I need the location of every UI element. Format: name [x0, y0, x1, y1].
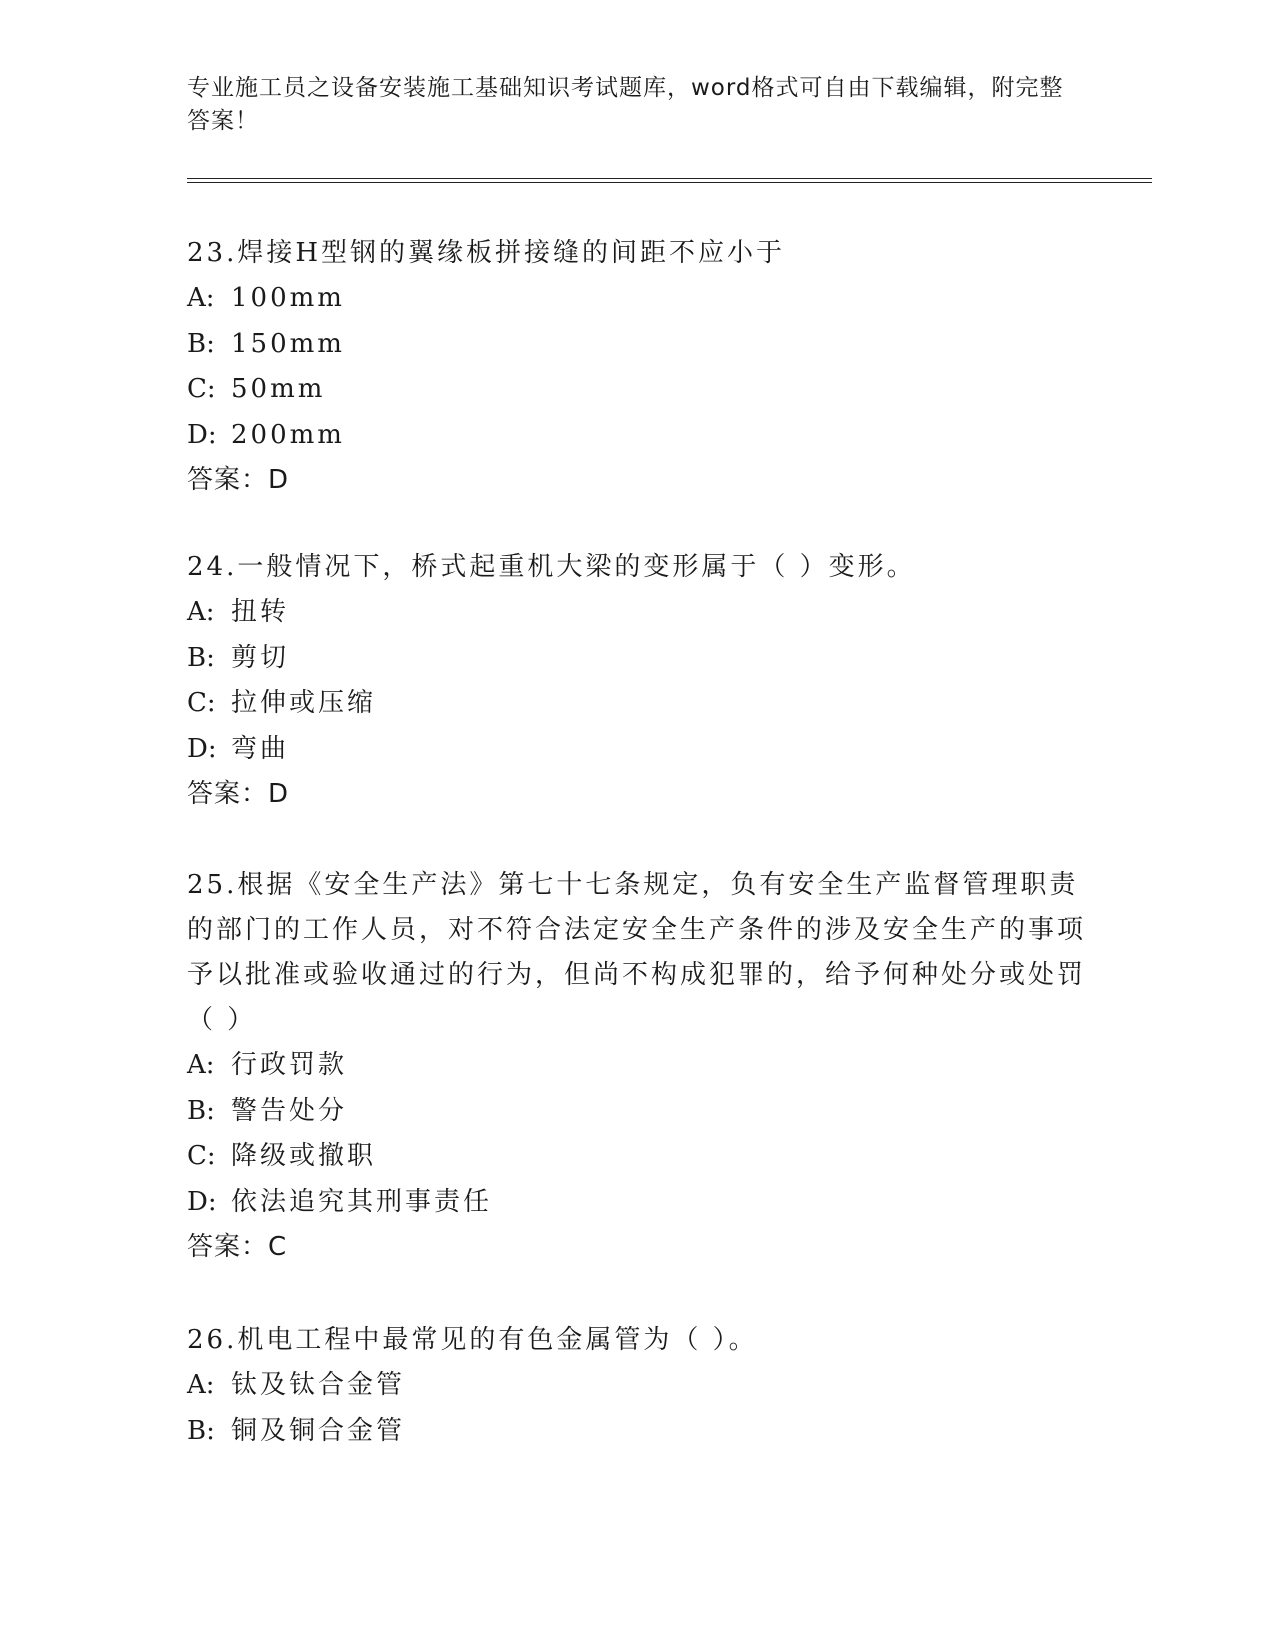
option-text: 警告处分: [231, 1095, 348, 1126]
option-c: [187, 1134, 1087, 1180]
question-23: [187, 231, 1087, 503]
option-text: 弯曲: [231, 733, 290, 764]
question-stem: 23.焊接H型钢的翼缘板拼接缝的间距不应小于: [187, 238, 786, 268]
option-text: 铜及铜合金管: [231, 1415, 406, 1446]
header-divider-top: [187, 178, 1152, 179]
question-24: [187, 545, 1087, 817]
option-text: 扭转: [231, 597, 290, 627]
option-b: [187, 1089, 1087, 1135]
answer: 答案：C: [187, 1232, 288, 1262]
option-b: [187, 322, 1087, 368]
option-a: [187, 590, 1087, 636]
option-a: [187, 1363, 1087, 1409]
option-label: B:: [187, 1415, 215, 1446]
option-text: 200mm: [231, 419, 345, 450]
option-label: A:: [187, 597, 215, 627]
option-label: C:: [187, 688, 216, 718]
option-label: B:: [187, 328, 215, 359]
question-25: [187, 863, 1087, 1270]
option-a: [187, 276, 1087, 322]
option-label: C:: [187, 1141, 216, 1171]
option-c: [187, 681, 1087, 727]
option-text: 剪切: [231, 642, 290, 673]
question-stem: 26.机电工程中最常见的有色金属管为（ ）。: [187, 1325, 758, 1355]
option-text: 依法追究其刑事责任: [231, 1186, 493, 1217]
option-label: D:: [187, 733, 217, 764]
option-a: [187, 1043, 1087, 1089]
option-text: 行政罚款: [231, 1050, 348, 1080]
option-c: [187, 367, 1087, 413]
question-26: [187, 1318, 1087, 1454]
answer: 答案：D: [187, 779, 290, 809]
option-label: A:: [187, 1050, 215, 1080]
option-d: [187, 413, 1087, 459]
option-text: 150mm: [231, 328, 345, 359]
option-label: B:: [187, 642, 215, 673]
option-text: 100mm: [231, 283, 345, 313]
option-b: [187, 1409, 1087, 1455]
option-label: B:: [187, 1095, 215, 1126]
option-b: [187, 636, 1087, 682]
document-intro: 专业施工员之设备安装施工基础知识考试题库，word格式可自由下载编辑，附完整答案！: [187, 75, 1064, 134]
option-text: 钛及钛合金管: [231, 1370, 406, 1400]
question-stem: 25.根据《安全生产法》第七十七条规定，负有安全生产监督管理职责的部门的工作人员，对不符合法定安全生产条件的涉及安全生产的事项予以批准或验收通过的行为，但尚不构成犯罪的，给予何种处分或处罚（ ）: [187, 870, 1087, 1035]
option-label: D:: [187, 419, 217, 450]
question-stem: 24.一般情况下，桥式起重机大梁的变形属于（ ）变形。: [187, 552, 916, 582]
option-label: A:: [187, 283, 215, 313]
option-label: A:: [187, 1370, 215, 1400]
option-text: 降级或撤职: [231, 1141, 377, 1171]
answer: 答案：D: [187, 465, 290, 495]
header-divider-bottom: [187, 182, 1152, 183]
option-label: C:: [187, 374, 216, 404]
option-d: [187, 727, 1087, 773]
option-text: 拉伸或压缩: [231, 688, 377, 718]
option-text: 50mm: [231, 374, 326, 404]
option-d: [187, 1180, 1087, 1226]
option-label: D:: [187, 1186, 217, 1217]
